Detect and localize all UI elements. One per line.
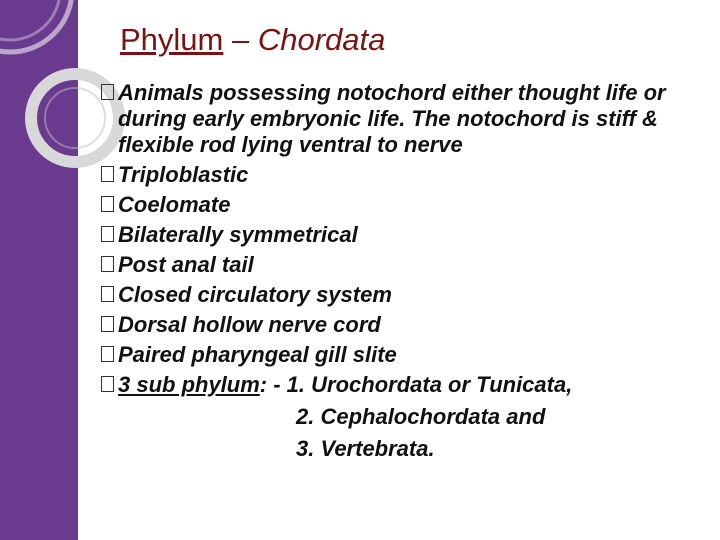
title-word: Phylum <box>120 22 224 57</box>
bullet-text: Triploblastic <box>118 162 249 187</box>
subphylum-label: 3 sub phylum <box>118 372 260 397</box>
bullet-text: Post anal tail <box>118 252 254 277</box>
box-bullet-icon <box>96 80 118 100</box>
bullet-text: Bilaterally symmetrical <box>118 222 358 247</box>
bullet-list <box>96 80 716 462</box>
bullet-text: Paired pharyngeal gill slite <box>118 342 397 367</box>
box-bullet-icon <box>96 222 118 242</box>
slide-title <box>120 22 385 58</box>
list-item <box>96 252 716 278</box>
subphylum-line-1 <box>118 372 716 398</box>
bullet-text: Animals possessing notochord either thought life or during early embryonic life. The notochord is stiff & flexible rod lying ventral to nerve <box>118 80 666 157</box>
box-bullet-icon <box>96 372 118 392</box>
list-item <box>96 162 716 188</box>
list-item <box>96 80 716 158</box>
box-bullet-icon <box>96 162 118 182</box>
box-bullet-icon <box>96 252 118 272</box>
box-bullet-icon <box>96 312 118 332</box>
box-bullet-icon <box>96 342 118 362</box>
list-item <box>96 312 716 338</box>
list-item <box>96 342 716 368</box>
subphylum-line-2: 2. Cephalochordata and <box>296 404 546 429</box>
subphylum-line-3: 3. Vertebrata. <box>296 436 435 461</box>
bullet-text: Closed circulatory system <box>118 282 392 307</box>
title-rest: – Chordata <box>223 22 386 57</box>
list-item-subphylum <box>96 372 716 398</box>
list-item <box>96 192 716 218</box>
box-bullet-icon <box>96 282 118 302</box>
list-item <box>96 282 716 308</box>
box-bullet-icon <box>96 192 118 212</box>
list-item <box>96 222 716 248</box>
bullet-text: Dorsal hollow nerve cord <box>118 312 381 337</box>
bullet-text: Coelomate <box>118 192 231 217</box>
subphylum-first: : - 1. Urochordata or Tunicata, <box>259 372 573 397</box>
